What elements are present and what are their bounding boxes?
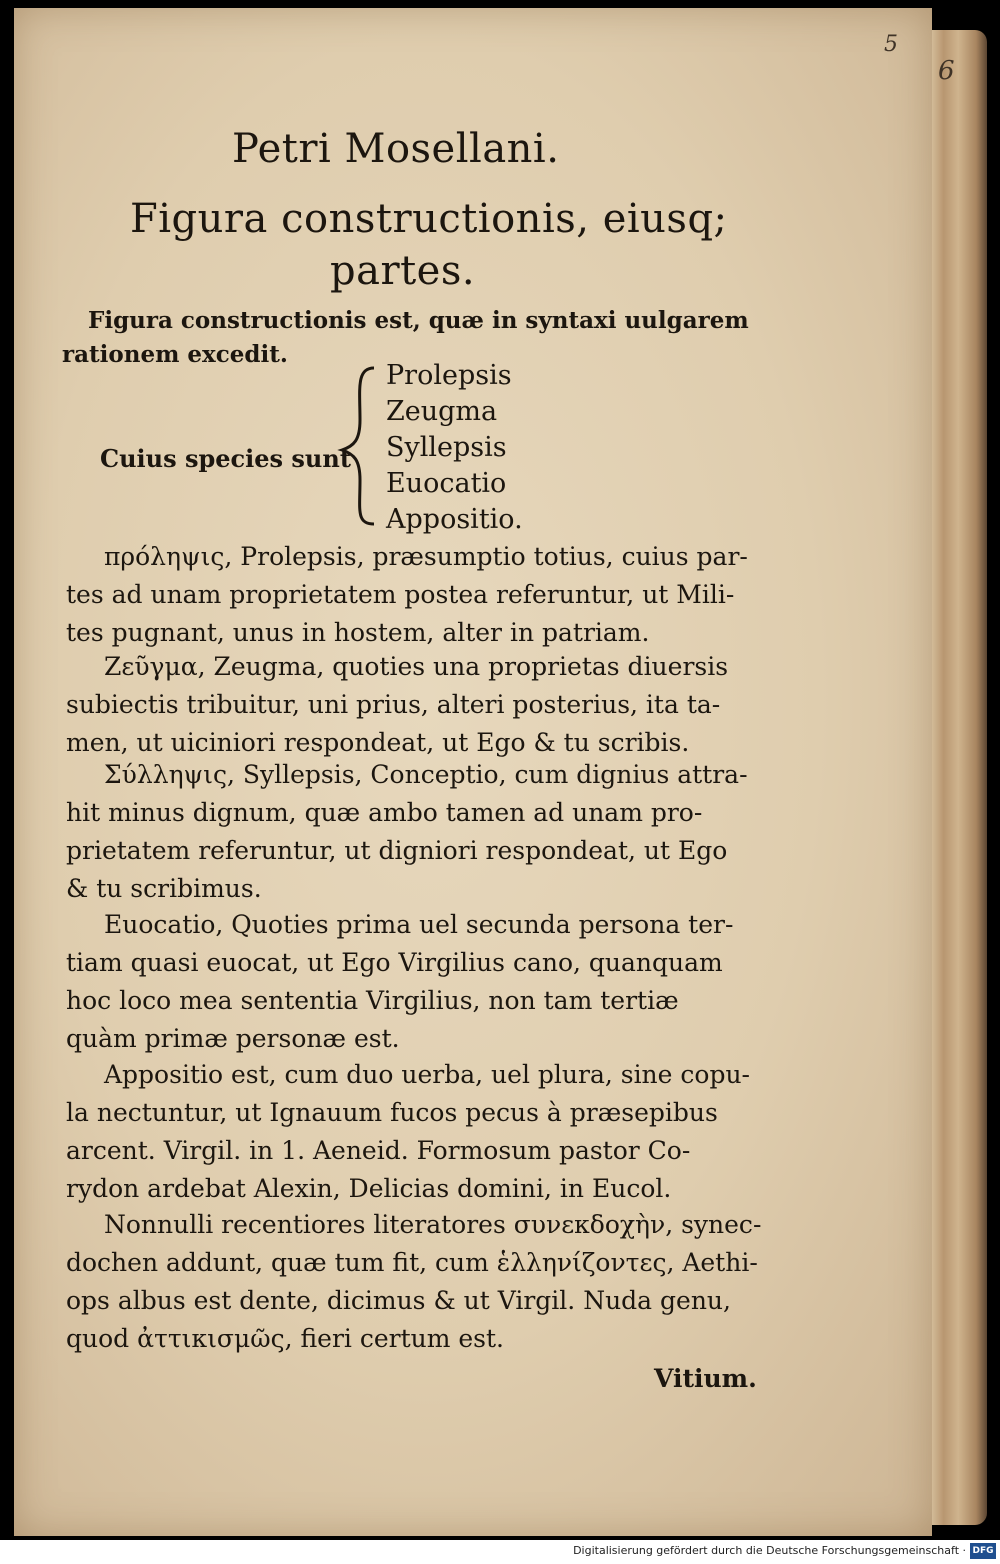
curly-brace-icon <box>334 360 384 530</box>
heading-line-1: Petri Mosellani. <box>232 126 560 172</box>
zeugma-line-3: men, ut uiciniori respondeat, ut Ego & tu scribis. <box>66 728 690 757</box>
species-list <box>386 358 523 538</box>
species-item-prolepsis: Prolepsis <box>386 360 512 391</box>
species-item-syllepsis: Syllepsis <box>386 432 507 463</box>
appositio-line-4: rydon ardebat Alexin, Delicias domini, in Eucol. <box>66 1174 672 1203</box>
zeugma-line-2: subiectis tribuitur, uni prius, alteri posterius, ita ta- <box>66 690 721 719</box>
synecdoche-line-3: ops albus est dente, dicimus & ut Virgil. Nuda genu, <box>66 1286 731 1315</box>
appositio-line-2: la nectuntur, ut Ignauum fucos pecus à præsepibus <box>66 1098 718 1127</box>
zeugma-line-1: Ζεῦγμα, Zeugma, quoties una proprietas diuersis <box>104 652 729 681</box>
catchword: Vitium. <box>654 1364 757 1393</box>
dfg-logo: DFG <box>970 1543 996 1559</box>
heading-line-3: partes. <box>330 248 476 294</box>
folio-number: 5 <box>884 32 898 57</box>
footer-bar <box>0 1540 1000 1564</box>
synecdoche-line-4: quod ἀττικισμῶς, fieri certum est. <box>66 1324 505 1353</box>
book-page <box>14 8 955 1536</box>
syllepsis-line-2: hit minus dignum, quæ ambo tamen ad unam pro- <box>66 798 703 827</box>
prolepsis-line-1: πρόληψις, Prolepsis, præsumptio totius, cuius par- <box>104 542 748 571</box>
euocatio-line-3: hoc loco mea sententia Virgilius, non tam tertiæ <box>66 986 679 1015</box>
definition-line-2: rationem excedit. <box>62 341 288 368</box>
folio-number-far: 6 <box>938 56 955 86</box>
euocatio-line-1: Euocatio, Quoties prima uel secunda persona ter- <box>104 910 734 939</box>
syllepsis-line-3: prietatem referuntur, ut digniori respondeat, ut Ego <box>66 836 728 865</box>
syllepsis-line-1: Σύλληψις, Syllepsis, Conceptio, cum dignius attra- <box>104 760 748 789</box>
species-item-euocatio: Euocatio <box>386 468 507 499</box>
heading-line-2: Figura constructionis, eiusq; <box>130 196 728 242</box>
syllepsis-line-4: & tu scribimus. <box>66 874 262 903</box>
prolepsis-line-3: tes pugnant, unus in hostem, alter in patriam. <box>66 618 650 647</box>
euocatio-line-4: quàm primæ personæ est. <box>66 1024 400 1053</box>
prolepsis-line-2: tes ad unam proprietatem postea referuntur, ut Mili- <box>66 580 735 609</box>
species-label: Cuius species sunt <box>100 444 351 473</box>
appositio-line-1: Appositio est, cum duo uerba, uel plura, sine copu- <box>104 1060 751 1089</box>
species-item-appositio: Appositio. <box>386 504 523 535</box>
definition-line-1: Figura constructionis est, quæ in syntaxi uulgarem <box>88 307 749 334</box>
species-item-zeugma: Zeugma <box>386 396 498 427</box>
euocatio-line-2: tiam quasi euocat, ut Ego Virgilius cano, quanquam <box>66 948 723 977</box>
appositio-line-3: arcent. Virgil. in 1. Aeneid. Formosum pastor Co- <box>66 1136 691 1165</box>
digitization-credit: Digitalisierung gefördert durch die Deutsche Forschungsgemeinschaft · <box>573 1544 966 1557</box>
synecdoche-line-1: Nonnulli recentiores literatores συνεκδοχὴν, synec- <box>104 1210 762 1239</box>
synecdoche-line-2: dochen addunt, quæ tum fit, cum ἑλληνίζοντες, Aethi- <box>66 1248 758 1277</box>
